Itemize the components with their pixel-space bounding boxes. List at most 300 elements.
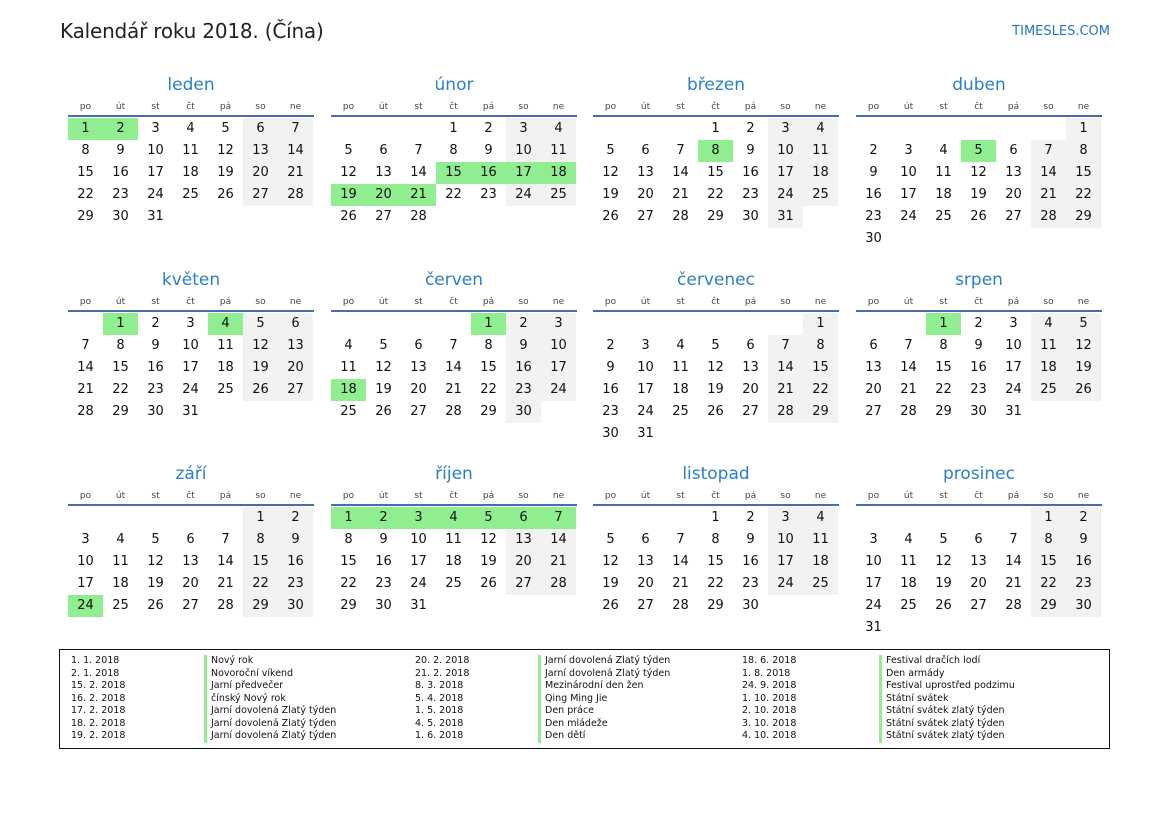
day-cell[interactable]: 15: [243, 551, 278, 573]
day-cell[interactable]: 9: [1066, 529, 1101, 551]
day-cell[interactable]: 8: [484, 338, 493, 353]
day-cell[interactable]: 2: [746, 121, 755, 136]
day-cell[interactable]: 1: [68, 118, 103, 140]
day-cell[interactable]: 15: [707, 165, 724, 180]
day-cell[interactable]: 18: [217, 360, 234, 375]
day-cell[interactable]: 27: [637, 209, 654, 224]
day-cell[interactable]: 15: [112, 360, 129, 375]
day-cell[interactable]: 20: [742, 382, 759, 397]
day-cell[interactable]: 13: [865, 360, 882, 375]
day-cell[interactable]: 15: [935, 360, 952, 375]
day-cell[interactable]: 22: [243, 573, 278, 595]
day-cell[interactable]: 2: [974, 316, 983, 331]
day-cell[interactable]: 21: [1005, 576, 1022, 591]
day-cell[interactable]: 9: [869, 165, 878, 180]
day-cell[interactable]: 29: [1066, 206, 1101, 228]
day-cell[interactable]: 20: [1005, 187, 1022, 202]
day-cell[interactable]: 7: [221, 532, 230, 547]
day-cell[interactable]: 23: [112, 187, 129, 202]
day-cell[interactable]: 26: [243, 379, 278, 401]
day-cell[interactable]: 27: [637, 598, 654, 613]
day-cell[interactable]: 4: [803, 118, 838, 140]
day-cell[interactable]: 3: [151, 121, 160, 136]
day-cell[interactable]: 18: [182, 165, 199, 180]
day-cell[interactable]: 31: [410, 598, 427, 613]
day-cell[interactable]: 23: [602, 404, 619, 419]
day-cell[interactable]: 1: [711, 510, 720, 525]
day-cell[interactable]: 28: [1005, 598, 1022, 613]
day-cell[interactable]: 16: [471, 162, 506, 184]
day-cell[interactable]: 29: [480, 404, 497, 419]
day-cell[interactable]: 4: [186, 121, 195, 136]
day-cell[interactable]: 21: [541, 551, 576, 573]
day-cell[interactable]: 4: [344, 338, 353, 353]
day-cell[interactable]: 25: [112, 598, 129, 613]
day-cell[interactable]: 10: [865, 554, 882, 569]
day-cell[interactable]: 8: [698, 140, 733, 162]
day-cell[interactable]: 2: [151, 316, 160, 331]
day-cell[interactable]: 7: [81, 338, 90, 353]
day-cell[interactable]: 6: [869, 338, 878, 353]
day-cell[interactable]: 5: [471, 507, 506, 529]
day-cell[interactable]: 3: [186, 316, 195, 331]
day-cell[interactable]: 11: [803, 529, 838, 551]
day-cell[interactable]: 28: [768, 401, 803, 423]
day-cell[interactable]: 8: [939, 338, 948, 353]
day-cell[interactable]: 10: [410, 532, 427, 547]
day-cell[interactable]: 14: [768, 357, 803, 379]
day-cell[interactable]: 1: [1031, 507, 1066, 529]
day-cell[interactable]: 1: [449, 121, 458, 136]
day-cell[interactable]: 4: [1031, 313, 1066, 335]
day-cell[interactable]: 25: [541, 184, 576, 206]
day-cell[interactable]: 18: [900, 576, 917, 591]
day-cell[interactable]: 9: [116, 143, 125, 158]
day-cell[interactable]: 12: [340, 165, 357, 180]
day-cell[interactable]: 14: [1005, 554, 1022, 569]
day-cell[interactable]: 19: [602, 576, 619, 591]
day-cell[interactable]: 26: [147, 598, 164, 613]
day-cell[interactable]: 24: [541, 379, 576, 401]
day-cell[interactable]: 29: [243, 595, 278, 617]
day-cell[interactable]: 3: [768, 507, 803, 529]
day-cell[interactable]: 6: [414, 338, 423, 353]
day-cell[interactable]: 24: [637, 404, 654, 419]
day-cell[interactable]: 20: [637, 187, 654, 202]
day-cell[interactable]: 15: [436, 162, 471, 184]
day-cell[interactable]: 21: [278, 162, 313, 184]
day-cell[interactable]: 28: [278, 184, 313, 206]
day-cell[interactable]: 1: [803, 313, 838, 335]
day-cell[interactable]: 4: [116, 532, 125, 547]
day-cell[interactable]: 20: [970, 576, 987, 591]
day-cell[interactable]: 5: [151, 532, 160, 547]
day-cell[interactable]: 22: [707, 576, 724, 591]
day-cell[interactable]: 29: [707, 598, 724, 613]
day-cell[interactable]: 13: [375, 165, 392, 180]
day-cell[interactable]: 11: [900, 554, 917, 569]
day-cell[interactable]: 12: [375, 360, 392, 375]
day-cell[interactable]: 1: [1066, 118, 1101, 140]
day-cell[interactable]: 14: [900, 360, 917, 375]
day-cell[interactable]: 2: [1066, 507, 1101, 529]
day-cell[interactable]: 3: [768, 118, 803, 140]
day-cell[interactable]: 11: [935, 165, 952, 180]
day-cell[interactable]: 3: [1009, 316, 1018, 331]
day-cell[interactable]: 24: [506, 184, 541, 206]
day-cell[interactable]: 22: [1066, 184, 1101, 206]
day-cell[interactable]: 26: [217, 187, 234, 202]
day-cell[interactable]: 2: [506, 313, 541, 335]
day-cell[interactable]: 5: [1066, 313, 1101, 335]
day-cell[interactable]: 9: [974, 338, 983, 353]
day-cell[interactable]: 3: [869, 532, 878, 547]
day-cell[interactable]: 9: [506, 335, 541, 357]
day-cell[interactable]: 27: [970, 598, 987, 613]
day-cell[interactable]: 12: [217, 143, 234, 158]
day-cell[interactable]: 6: [746, 338, 755, 353]
day-cell[interactable]: 25: [182, 187, 199, 202]
day-cell[interactable]: 14: [77, 360, 94, 375]
day-cell[interactable]: 11: [803, 140, 838, 162]
day-cell[interactable]: 1: [103, 313, 138, 335]
day-cell[interactable]: 22: [707, 187, 724, 202]
day-cell[interactable]: 9: [484, 143, 493, 158]
day-cell[interactable]: 19: [243, 357, 278, 379]
day-cell[interactable]: 17: [182, 360, 199, 375]
day-cell[interactable]: 30: [375, 598, 392, 613]
day-cell[interactable]: 4: [676, 338, 685, 353]
day-cell[interactable]: 6: [379, 143, 388, 158]
day-cell[interactable]: 19: [935, 576, 952, 591]
day-cell[interactable]: 16: [970, 360, 987, 375]
day-cell[interactable]: 4: [541, 118, 576, 140]
day-cell[interactable]: 20: [865, 382, 882, 397]
day-cell[interactable]: 25: [445, 576, 462, 591]
day-cell[interactable]: 16: [375, 554, 392, 569]
day-cell[interactable]: 5: [939, 532, 948, 547]
day-cell[interactable]: 17: [637, 382, 654, 397]
day-cell[interactable]: 17: [506, 162, 541, 184]
day-cell[interactable]: 1: [471, 313, 506, 335]
day-cell[interactable]: 20: [243, 162, 278, 184]
day-cell[interactable]: 27: [506, 573, 541, 595]
day-cell[interactable]: 10: [768, 529, 803, 551]
day-cell[interactable]: 12: [243, 335, 278, 357]
day-cell[interactable]: 21: [900, 382, 917, 397]
day-cell[interactable]: 7: [1031, 140, 1066, 162]
day-cell[interactable]: 15: [707, 554, 724, 569]
day-cell[interactable]: 2: [606, 338, 615, 353]
day-cell[interactable]: 30: [602, 426, 619, 441]
day-cell[interactable]: 31: [865, 620, 882, 635]
day-cell[interactable]: 21: [1031, 184, 1066, 206]
day-cell[interactable]: 5: [606, 143, 615, 158]
day-cell[interactable]: 21: [672, 576, 689, 591]
day-cell[interactable]: 22: [445, 187, 462, 202]
day-cell[interactable]: 19: [217, 165, 234, 180]
day-cell[interactable]: 3: [401, 507, 436, 529]
day-cell[interactable]: 13: [742, 360, 759, 375]
day-cell[interactable]: 24: [900, 209, 917, 224]
day-cell[interactable]: 17: [77, 576, 94, 591]
day-cell[interactable]: 14: [672, 165, 689, 180]
day-cell[interactable]: 25: [1031, 379, 1066, 401]
day-cell[interactable]: 19: [375, 382, 392, 397]
day-cell[interactable]: 1: [926, 313, 961, 335]
day-cell[interactable]: 7: [676, 532, 685, 547]
day-cell[interactable]: 6: [278, 313, 313, 335]
day-cell[interactable]: 14: [672, 554, 689, 569]
day-cell[interactable]: 22: [480, 382, 497, 397]
site-link[interactable]: TIMESLES.COM: [1012, 24, 1110, 39]
day-cell[interactable]: 26: [935, 598, 952, 613]
day-cell[interactable]: 13: [243, 140, 278, 162]
day-cell[interactable]: 4: [436, 507, 471, 529]
day-cell[interactable]: 18: [331, 379, 366, 401]
day-cell[interactable]: 25: [340, 404, 357, 419]
day-cell[interactable]: 10: [1005, 338, 1022, 353]
day-cell[interactable]: 7: [449, 338, 458, 353]
day-cell[interactable]: 10: [768, 140, 803, 162]
day-cell[interactable]: 29: [112, 404, 129, 419]
day-cell[interactable]: 15: [77, 165, 94, 180]
day-cell[interactable]: 7: [414, 143, 423, 158]
day-cell[interactable]: 27: [375, 209, 392, 224]
day-cell[interactable]: 26: [707, 404, 724, 419]
day-cell[interactable]: 19: [707, 382, 724, 397]
day-cell[interactable]: 20: [366, 184, 401, 206]
day-cell[interactable]: 6: [641, 143, 650, 158]
day-cell[interactable]: 30: [112, 209, 129, 224]
day-cell[interactable]: 8: [1066, 140, 1101, 162]
day-cell[interactable]: 22: [803, 379, 838, 401]
day-cell[interactable]: 7: [541, 507, 576, 529]
day-cell[interactable]: 27: [1005, 209, 1022, 224]
day-cell[interactable]: 15: [340, 554, 357, 569]
day-cell[interactable]: 16: [278, 551, 313, 573]
day-cell[interactable]: 23: [480, 187, 497, 202]
day-cell[interactable]: 15: [1066, 162, 1101, 184]
day-cell[interactable]: 16: [112, 165, 129, 180]
day-cell[interactable]: 18: [803, 551, 838, 573]
day-cell[interactable]: 23: [742, 187, 759, 202]
day-cell[interactable]: 24: [768, 184, 803, 206]
day-cell[interactable]: 14: [541, 529, 576, 551]
day-cell[interactable]: 17: [865, 576, 882, 591]
day-cell[interactable]: 31: [768, 206, 803, 228]
day-cell[interactable]: 9: [746, 532, 755, 547]
day-cell[interactable]: 30: [742, 209, 759, 224]
day-cell[interactable]: 2: [869, 143, 878, 158]
day-cell[interactable]: 4: [904, 532, 913, 547]
day-cell[interactable]: 6: [641, 532, 650, 547]
day-cell[interactable]: 30: [742, 598, 759, 613]
day-cell[interactable]: 20: [506, 551, 541, 573]
day-cell[interactable]: 17: [410, 554, 427, 569]
day-cell[interactable]: 14: [217, 554, 234, 569]
day-cell[interactable]: 31: [147, 209, 164, 224]
day-cell[interactable]: 29: [1031, 595, 1066, 617]
day-cell[interactable]: 1: [331, 507, 366, 529]
day-cell[interactable]: 13: [506, 529, 541, 551]
day-cell[interactable]: 16: [602, 382, 619, 397]
day-cell[interactable]: 28: [900, 404, 917, 419]
day-cell[interactable]: 9: [746, 143, 755, 158]
day-cell[interactable]: 1: [711, 121, 720, 136]
day-cell[interactable]: 8: [116, 338, 125, 353]
day-cell[interactable]: 13: [970, 554, 987, 569]
day-cell[interactable]: 16: [742, 165, 759, 180]
day-cell[interactable]: 11: [217, 338, 234, 353]
day-cell[interactable]: 26: [340, 209, 357, 224]
day-cell[interactable]: 14: [445, 360, 462, 375]
day-cell[interactable]: 3: [904, 143, 913, 158]
day-cell[interactable]: 6: [974, 532, 983, 547]
day-cell[interactable]: 12: [935, 554, 952, 569]
day-cell[interactable]: 25: [803, 573, 838, 595]
day-cell[interactable]: 15: [1031, 551, 1066, 573]
day-cell[interactable]: 28: [445, 404, 462, 419]
day-cell[interactable]: 23: [375, 576, 392, 591]
day-cell[interactable]: 2: [278, 507, 313, 529]
day-cell[interactable]: 29: [77, 209, 94, 224]
day-cell[interactable]: 8: [711, 532, 720, 547]
day-cell[interactable]: 14: [278, 140, 313, 162]
day-cell[interactable]: 16: [147, 360, 164, 375]
day-cell[interactable]: 23: [865, 209, 882, 224]
day-cell[interactable]: 20: [410, 382, 427, 397]
day-cell[interactable]: 12: [147, 554, 164, 569]
day-cell[interactable]: 4: [803, 507, 838, 529]
day-cell[interactable]: 11: [340, 360, 357, 375]
day-cell[interactable]: 1: [243, 507, 278, 529]
day-cell[interactable]: 5: [379, 338, 388, 353]
day-cell[interactable]: 12: [1066, 335, 1101, 357]
day-cell[interactable]: 11: [672, 360, 689, 375]
day-cell[interactable]: 10: [506, 140, 541, 162]
day-cell[interactable]: 11: [112, 554, 129, 569]
day-cell[interactable]: 5: [344, 143, 353, 158]
day-cell[interactable]: 26: [480, 576, 497, 591]
day-cell[interactable]: 6: [506, 507, 541, 529]
day-cell[interactable]: 18: [112, 576, 129, 591]
day-cell[interactable]: 13: [410, 360, 427, 375]
day-cell[interactable]: 5: [711, 338, 720, 353]
day-cell[interactable]: 22: [112, 382, 129, 397]
day-cell[interactable]: 28: [410, 209, 427, 224]
day-cell[interactable]: 13: [1005, 165, 1022, 180]
day-cell[interactable]: 22: [77, 187, 94, 202]
day-cell[interactable]: 27: [243, 184, 278, 206]
day-cell[interactable]: 19: [602, 187, 619, 202]
day-cell[interactable]: 14: [1031, 162, 1066, 184]
day-cell[interactable]: 3: [641, 338, 650, 353]
day-cell[interactable]: 27: [278, 379, 313, 401]
day-cell[interactable]: 27: [182, 598, 199, 613]
day-cell[interactable]: 8: [449, 143, 458, 158]
day-cell[interactable]: 18: [935, 187, 952, 202]
day-cell[interactable]: 10: [900, 165, 917, 180]
day-cell[interactable]: 26: [602, 209, 619, 224]
day-cell[interactable]: 4: [208, 313, 243, 335]
day-cell[interactable]: 17: [147, 165, 164, 180]
day-cell[interactable]: 3: [81, 532, 90, 547]
day-cell[interactable]: 5: [243, 313, 278, 335]
day-cell[interactable]: 6: [243, 118, 278, 140]
day-cell[interactable]: 2: [366, 507, 401, 529]
day-cell[interactable]: 23: [147, 382, 164, 397]
day-cell[interactable]: 5: [961, 140, 996, 162]
day-cell[interactable]: 3: [541, 313, 576, 335]
day-cell[interactable]: 24: [1005, 382, 1022, 397]
day-cell[interactable]: 5: [606, 532, 615, 547]
day-cell[interactable]: 23: [970, 382, 987, 397]
day-cell[interactable]: 8: [81, 143, 90, 158]
day-cell[interactable]: 24: [410, 576, 427, 591]
day-cell[interactable]: 24: [147, 187, 164, 202]
day-cell[interactable]: 30: [147, 404, 164, 419]
day-cell[interactable]: 18: [541, 162, 576, 184]
day-cell[interactable]: 20: [182, 576, 199, 591]
day-cell[interactable]: 28: [541, 573, 576, 595]
day-cell[interactable]: 20: [278, 357, 313, 379]
day-cell[interactable]: 21: [768, 379, 803, 401]
day-cell[interactable]: 15: [480, 360, 497, 375]
day-cell[interactable]: 7: [278, 118, 313, 140]
day-cell[interactable]: 21: [445, 382, 462, 397]
day-cell[interactable]: 27: [865, 404, 882, 419]
day-cell[interactable]: 11: [1031, 335, 1066, 357]
day-cell[interactable]: 17: [1005, 360, 1022, 375]
day-cell[interactable]: 30: [278, 595, 313, 617]
day-cell[interactable]: 12: [602, 165, 619, 180]
day-cell[interactable]: 16: [1066, 551, 1101, 573]
day-cell[interactable]: 5: [221, 121, 230, 136]
day-cell[interactable]: 24: [182, 382, 199, 397]
day-cell[interactable]: 16: [742, 554, 759, 569]
day-cell[interactable]: 2: [484, 121, 493, 136]
day-cell[interactable]: 18: [1031, 357, 1066, 379]
day-cell[interactable]: 19: [970, 187, 987, 202]
day-cell[interactable]: 21: [401, 184, 436, 206]
day-cell[interactable]: 24: [68, 595, 103, 617]
day-cell[interactable]: 12: [707, 360, 724, 375]
day-cell[interactable]: 8: [1031, 529, 1066, 551]
day-cell[interactable]: 10: [182, 338, 199, 353]
day-cell[interactable]: 29: [707, 209, 724, 224]
day-cell[interactable]: 23: [506, 379, 541, 401]
day-cell[interactable]: 26: [970, 209, 987, 224]
day-cell[interactable]: 23: [278, 573, 313, 595]
day-cell[interactable]: 19: [147, 576, 164, 591]
day-cell[interactable]: 3: [506, 118, 541, 140]
day-cell[interactable]: 17: [768, 551, 803, 573]
day-cell[interactable]: 18: [803, 162, 838, 184]
day-cell[interactable]: 15: [803, 357, 838, 379]
day-cell[interactable]: 9: [151, 338, 160, 353]
day-cell[interactable]: 23: [1066, 573, 1101, 595]
day-cell[interactable]: 2: [746, 510, 755, 525]
day-cell[interactable]: 13: [637, 165, 654, 180]
day-cell[interactable]: 13: [182, 554, 199, 569]
day-cell[interactable]: 30: [506, 401, 541, 423]
day-cell[interactable]: 6: [1009, 143, 1018, 158]
day-cell[interactable]: 21: [217, 576, 234, 591]
day-cell[interactable]: 12: [970, 165, 987, 180]
day-cell[interactable]: 24: [865, 598, 882, 613]
day-cell[interactable]: 10: [637, 360, 654, 375]
